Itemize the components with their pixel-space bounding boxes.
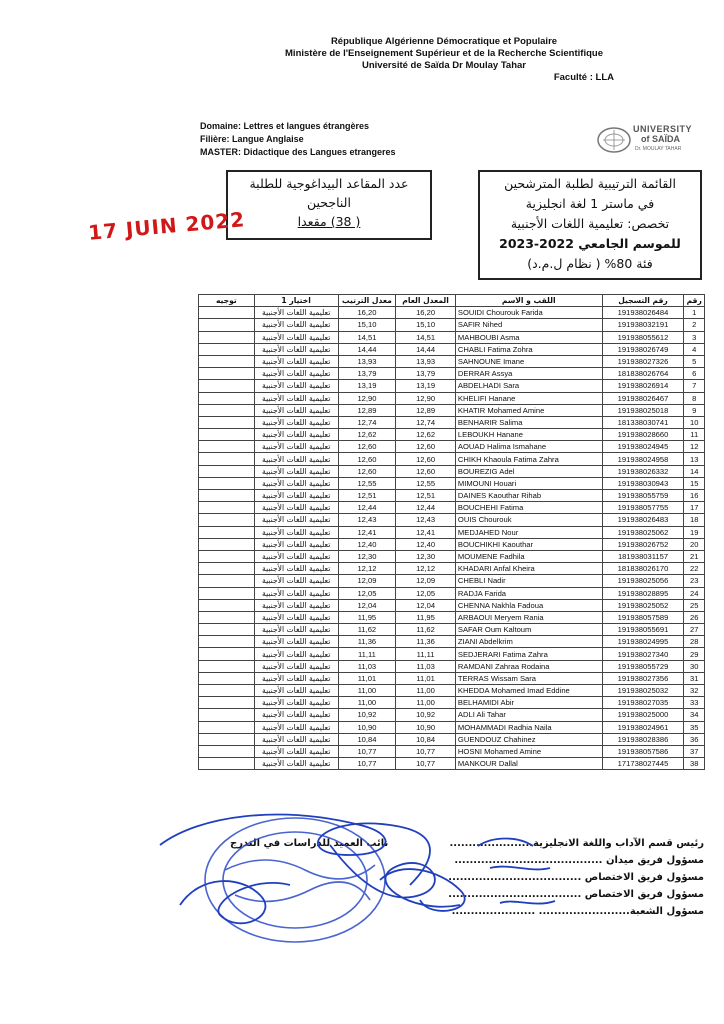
row-id: 191938057586 <box>602 745 684 757</box>
row-choice: تعليمية اللغات الأجنبية <box>254 575 338 587</box>
row-choice: تعليمية اللغات الأجنبية <box>254 343 338 355</box>
filiere-line: Filière: Langue Anglaise <box>200 134 304 144</box>
row-choice: تعليمية اللغات الأجنبية <box>254 465 338 477</box>
sig-line-5: مسؤول الشعبة........................ ...................... <box>451 906 704 917</box>
col-choice: اختيار 1 <box>254 295 338 307</box>
row-avg: 10,84 <box>396 733 456 745</box>
university-line: Université de Saïda Dr Moulay Tahar <box>361 60 526 71</box>
row-choice: تعليمية اللغات الأجنبية <box>254 611 338 623</box>
row-rankavg: 12,60 <box>338 441 396 453</box>
official-stamp-icon <box>205 818 385 942</box>
row-name: KHATIR Mohamed Amine <box>455 404 602 416</box>
row-rankavg: 12,60 <box>338 453 396 465</box>
row-rank: 32 <box>684 685 705 697</box>
row-id: 191938025052 <box>602 599 684 611</box>
row-choice: تعليمية اللغات الأجنبية <box>254 709 338 721</box>
row-rank: 34 <box>684 709 705 721</box>
row-choice: تعليمية اللغات الأجنبية <box>254 355 338 367</box>
row-rankavg: 11,11 <box>338 648 396 660</box>
handwritten-signature-icon <box>160 815 555 924</box>
col-name: اللقب و الاسم <box>455 295 602 307</box>
row-choice: تعليمية اللغات الأجنبية <box>254 697 338 709</box>
row-rank: 13 <box>684 453 705 465</box>
row-rankavg: 11,00 <box>338 685 396 697</box>
row-rankavg: 11,01 <box>338 672 396 684</box>
row-choice: تعليمية اللغات الأجنبية <box>254 550 338 562</box>
row-choice: تعليمية اللغات الأجنبية <box>254 587 338 599</box>
row-choice: تعليمية اللغات الأجنبية <box>254 319 338 331</box>
row-name: SAFIR Nihed <box>455 319 602 331</box>
row-name: CHABLI Fatima Zohra <box>455 343 602 355</box>
row-rankavg: 16,20 <box>338 307 396 319</box>
col-orientation: توجيه <box>199 295 255 307</box>
row-choice: تعليمية اللغات الأجنبية <box>254 392 338 404</box>
faculty-line: Faculté : LLA <box>553 72 614 83</box>
row-avg: 16,20 <box>396 307 456 319</box>
row-avg: 12,51 <box>396 490 456 502</box>
row-rank: 10 <box>684 416 705 428</box>
row-rankavg: 12,44 <box>338 502 396 514</box>
row-rankavg: 12,90 <box>338 392 396 404</box>
row-rank: 6 <box>684 368 705 380</box>
row-avg: 11,62 <box>396 624 456 636</box>
row-choice: تعليمية اللغات الأجنبية <box>254 599 338 611</box>
date-stamp: 17 JUIN 2022 <box>87 207 247 245</box>
row-rank: 27 <box>684 624 705 636</box>
row-avg: 11,00 <box>396 685 456 697</box>
row-name: KHELIFI Hanane <box>455 392 602 404</box>
row-rankavg: 10,84 <box>338 733 396 745</box>
row-rank: 15 <box>684 477 705 489</box>
row-rankavg: 12,60 <box>338 465 396 477</box>
row-id: 191938032191 <box>602 319 684 331</box>
row-avg: 15,10 <box>396 319 456 331</box>
row-rank: 1 <box>684 307 705 319</box>
row-choice: تعليمية اللغات الأجنبية <box>254 380 338 392</box>
row-choice: تعليمية اللغات الأجنبية <box>254 758 338 770</box>
row-avg: 14,44 <box>396 343 456 355</box>
row-rankavg: 12,41 <box>338 526 396 538</box>
row-rank: 4 <box>684 343 705 355</box>
row-name: AOUAD Halima Ismahane <box>455 441 602 453</box>
row-choice: تعليمية اللغات الأجنبية <box>254 368 338 380</box>
vice-dean-label: نائب العميد للدراسات في التدرج <box>230 838 389 849</box>
row-id: 191938025062 <box>602 526 684 538</box>
row-id: 171738027445 <box>602 758 684 770</box>
title-line-1: القائمة الترتيبية لطلبة المترشحين <box>504 176 676 191</box>
row-name: RAMDANI Zahraa Rodaina <box>455 660 602 672</box>
row-id: 191938026752 <box>602 538 684 550</box>
row-rankavg: 14,51 <box>338 331 396 343</box>
row-id: 191938026484 <box>602 307 684 319</box>
row-rankavg: 12,40 <box>338 538 396 550</box>
row-avg: 11,36 <box>396 636 456 648</box>
title-line-2: في ماستر 1 لغة انجليزية <box>525 196 655 211</box>
row-rank: 38 <box>684 758 705 770</box>
row-avg: 12,40 <box>396 538 456 550</box>
row-id: 191938025032 <box>602 685 684 697</box>
row-id: 191938027356 <box>602 672 684 684</box>
row-choice: تعليمية اللغات الأجنبية <box>254 429 338 441</box>
row-avg: 12,12 <box>396 563 456 575</box>
row-rankavg: 12,89 <box>338 404 396 416</box>
row-rank: 5 <box>684 355 705 367</box>
row-rankavg: 10,90 <box>338 721 396 733</box>
sig-line-3: مسؤول فريق الاختصاص ................................... <box>448 872 704 883</box>
row-name: KHADARI Anfal Kheira <box>455 563 602 575</box>
row-rankavg: 15,10 <box>338 319 396 331</box>
row-id: 191938026467 <box>602 392 684 404</box>
logo-text-2: of SAÏDA <box>641 134 680 144</box>
row-rank: 12 <box>684 441 705 453</box>
row-name: CHENNA Nakhla Fadoua <box>455 599 602 611</box>
row-choice: تعليمية اللغات الأجنبية <box>254 685 338 697</box>
row-avg: 12,89 <box>396 404 456 416</box>
row-avg: 13,79 <box>396 368 456 380</box>
row-rank: 35 <box>684 721 705 733</box>
row-rank: 26 <box>684 611 705 623</box>
row-name: GUENDOUZ Chahinez <box>455 733 602 745</box>
row-avg: 11,01 <box>396 672 456 684</box>
row-name: MAHBOUBI Asma <box>455 331 602 343</box>
row-avg: 12,05 <box>396 587 456 599</box>
row-avg: 10,77 <box>396 745 456 757</box>
row-rankavg: 11,36 <box>338 636 396 648</box>
row-name: BELHAMIDI Abir <box>455 697 602 709</box>
row-choice: تعليمية اللغات الأجنبية <box>254 538 338 550</box>
row-rankavg: 11,95 <box>338 611 396 623</box>
row-rank: 36 <box>684 733 705 745</box>
row-id: 191938028895 <box>602 587 684 599</box>
logo-text-3: Dr. MOULAY TAHAR <box>635 146 682 152</box>
row-rankavg: 13,93 <box>338 355 396 367</box>
row-rankavg: 12,30 <box>338 550 396 562</box>
row-choice: تعليمية اللغات الأجنبية <box>254 404 338 416</box>
row-avg: 12,90 <box>396 392 456 404</box>
row-choice: تعليمية اللغات الأجنبية <box>254 672 338 684</box>
row-name: MIMOUNI Houari <box>455 477 602 489</box>
row-id: 191938055729 <box>602 660 684 672</box>
row-rankavg: 10,77 <box>338 758 396 770</box>
col-id: رقم التسجيل <box>602 295 684 307</box>
row-rank: 2 <box>684 319 705 331</box>
row-choice: تعليمية اللغات الأجنبية <box>254 648 338 660</box>
row-name: BOUCHEHI Fatima <box>455 502 602 514</box>
row-rankavg: 10,77 <box>338 745 396 757</box>
title-line-3: تخصص: تعليمية اللغات الأجنبية <box>510 216 670 231</box>
row-rank: 9 <box>684 404 705 416</box>
row-avg: 12,09 <box>396 575 456 587</box>
row-id: 191938024945 <box>602 441 684 453</box>
row-id: 191938027326 <box>602 355 684 367</box>
row-name: BOUREZIG Adel <box>455 465 602 477</box>
row-rank: 18 <box>684 514 705 526</box>
row-choice: تعليمية اللغات الأجنبية <box>254 331 338 343</box>
row-id: 191938025056 <box>602 575 684 587</box>
row-rankavg: 10,92 <box>338 709 396 721</box>
row-name: SAHNOUNE Imane <box>455 355 602 367</box>
row-id: 191938057755 <box>602 502 684 514</box>
row-rank: 19 <box>684 526 705 538</box>
row-rankavg: 12,04 <box>338 599 396 611</box>
row-id: 191938025018 <box>602 404 684 416</box>
row-rank: 30 <box>684 660 705 672</box>
row-rank: 3 <box>684 331 705 343</box>
row-rank: 14 <box>684 465 705 477</box>
row-choice: تعليمية اللغات الأجنبية <box>254 721 338 733</box>
row-name: BENHARIR Salima <box>455 416 602 428</box>
title-line-5: فئة 80% ( نظام ل.م.د) <box>527 256 653 271</box>
row-choice: تعليمية اللغات الأجنبية <box>254 453 338 465</box>
row-id: 181938031157 <box>602 550 684 562</box>
row-name: CHIKH Khaoula Fatima Zahra <box>455 453 602 465</box>
row-id: 191938026749 <box>602 343 684 355</box>
domain-line: Domaine: Lettres et langues étrangères <box>200 121 370 131</box>
row-avg: 13,93 <box>396 355 456 367</box>
row-name: HOSNI Mohamed Amine <box>455 745 602 757</box>
row-rank: 16 <box>684 490 705 502</box>
row-rank: 29 <box>684 648 705 660</box>
row-id: 191938025000 <box>602 709 684 721</box>
row-choice: تعليمية اللغات الأجنبية <box>254 490 338 502</box>
row-rank: 8 <box>684 392 705 404</box>
row-id: 191938057589 <box>602 611 684 623</box>
sig-line-4: مسؤول فريق الاختصاص ................................... <box>448 889 704 900</box>
row-name: MOUMENE Fadhila <box>455 550 602 562</box>
sig-line-2: مسؤول فريق ميدان ....................................... <box>454 855 704 866</box>
row-name: BOUCHIKHI Kaouthar <box>455 538 602 550</box>
row-name: SOUIDI Chourouk Farida <box>455 307 602 319</box>
row-choice: تعليمية اللغات الأجنبية <box>254 514 338 526</box>
row-name: SAFAR Oum Kaltoum <box>455 624 602 636</box>
row-rankavg: 13,79 <box>338 368 396 380</box>
row-id: 191938055759 <box>602 490 684 502</box>
row-rank: 7 <box>684 380 705 392</box>
row-name: DAINES Kaouthar Rihab <box>455 490 602 502</box>
row-rank: 28 <box>684 636 705 648</box>
row-id: 191938024995 <box>602 636 684 648</box>
row-id: 181838026764 <box>602 368 684 380</box>
master-line: MASTER: Didactique des Langues etrangeres <box>200 147 396 157</box>
row-rank: 17 <box>684 502 705 514</box>
row-rank: 11 <box>684 429 705 441</box>
col-avg: المعدل العام <box>396 295 456 307</box>
row-choice: تعليمية اللغات الأجنبية <box>254 307 338 319</box>
row-avg: 12,55 <box>396 477 456 489</box>
row-id: 191938055691 <box>602 624 684 636</box>
row-avg: 11,11 <box>396 648 456 660</box>
row-choice: تعليمية اللغات الأجنبية <box>254 416 338 428</box>
row-id: 191938026483 <box>602 514 684 526</box>
row-avg: 12,30 <box>396 550 456 562</box>
row-name: TERRAS Wissam Sara <box>455 672 602 684</box>
row-avg: 12,41 <box>396 526 456 538</box>
row-choice: تعليمية اللغات الأجنبية <box>254 477 338 489</box>
row-name: ABDELHADI Sara <box>455 380 602 392</box>
row-name: OUIS Chourouk <box>455 514 602 526</box>
row-name: SEDJERARI Fatima Zahra <box>455 648 602 660</box>
row-id: 181838026170 <box>602 563 684 575</box>
row-avg: 12,62 <box>396 429 456 441</box>
row-id: 191938027035 <box>602 697 684 709</box>
row-avg: 10,77 <box>396 758 456 770</box>
ministry-line: Ministère de l'Enseignement Supérieur et de la Recherche Scientifique <box>285 48 603 59</box>
row-rankavg: 13,19 <box>338 380 396 392</box>
row-avg: 11,00 <box>396 697 456 709</box>
row-name: MANKOUR Dallal <box>455 758 602 770</box>
row-rankavg: 12,55 <box>338 477 396 489</box>
row-rank: 22 <box>684 563 705 575</box>
col-rank: رقم <box>684 295 705 307</box>
row-id: 191938026914 <box>602 380 684 392</box>
row-rank: 37 <box>684 745 705 757</box>
row-avg: 10,92 <box>396 709 456 721</box>
row-name: MEDJAHED Nour <box>455 526 602 538</box>
row-avg: 13,19 <box>396 380 456 392</box>
row-id: 191938027340 <box>602 648 684 660</box>
row-name: LEBOUKH Hanane <box>455 429 602 441</box>
row-avg: 12,60 <box>396 441 456 453</box>
row-id: 191938024961 <box>602 721 684 733</box>
row-id: 191938028386 <box>602 733 684 745</box>
row-rankavg: 12,05 <box>338 587 396 599</box>
row-rank: 31 <box>684 672 705 684</box>
row-id: 191938030943 <box>602 477 684 489</box>
seats-line-1: عدد المقاعد البيداغوجية للطلبة <box>249 176 409 191</box>
row-avg: 14,51 <box>396 331 456 343</box>
row-id: 181338030741 <box>602 416 684 428</box>
row-rankavg: 12,12 <box>338 563 396 575</box>
row-avg: 12,44 <box>396 502 456 514</box>
row-rank: 20 <box>684 538 705 550</box>
row-id: 191938028660 <box>602 429 684 441</box>
row-rankavg: 12,43 <box>338 514 396 526</box>
row-rank: 23 <box>684 575 705 587</box>
title-line-4: للموسم الجامعي 2022-2023 <box>499 236 681 251</box>
row-rankavg: 12,51 <box>338 490 396 502</box>
row-avg: 11,03 <box>396 660 456 672</box>
row-rank: 24 <box>684 587 705 599</box>
row-avg: 11,95 <box>396 611 456 623</box>
row-avg: 12,43 <box>396 514 456 526</box>
row-choice: تعليمية اللغات الأجنبية <box>254 660 338 672</box>
row-rankavg: 12,74 <box>338 416 396 428</box>
row-avg: 12,04 <box>396 599 456 611</box>
row-name: ARBAOUI Meryem Rania <box>455 611 602 623</box>
row-choice: تعليمية اللغات الأجنبية <box>254 502 338 514</box>
row-rankavg: 11,00 <box>338 697 396 709</box>
row-name: KHEDDA Mohamed Imad Eddine <box>455 685 602 697</box>
logo-text-1: UNIVERSITY <box>633 124 693 134</box>
row-name: ADLI Ali Tahar <box>455 709 602 721</box>
row-choice: تعليمية اللغات الأجنبية <box>254 441 338 453</box>
row-choice: تعليمية اللغات الأجنبية <box>254 563 338 575</box>
row-rankavg: 12,62 <box>338 429 396 441</box>
row-name: DERRAR Assya <box>455 368 602 380</box>
row-choice: تعليمية اللغات الأجنبية <box>254 733 338 745</box>
row-name: CHEBLI Nadir <box>455 575 602 587</box>
row-name: MOHAMMADI Radhia Naila <box>455 721 602 733</box>
row-id: 191938024958 <box>602 453 684 465</box>
row-avg: 12,60 <box>396 453 456 465</box>
row-rank: 25 <box>684 599 705 611</box>
row-id: 191938026332 <box>602 465 684 477</box>
row-avg: 12,60 <box>396 465 456 477</box>
seats-line-2: الناجحين <box>307 195 351 210</box>
row-choice: تعليمية اللغات الأجنبية <box>254 636 338 648</box>
row-rankavg: 12,09 <box>338 575 396 587</box>
row-rankavg: 11,03 <box>338 660 396 672</box>
row-avg: 12,74 <box>396 416 456 428</box>
row-avg: 10,90 <box>396 721 456 733</box>
row-rankavg: 14,44 <box>338 343 396 355</box>
row-name: ZIANI Abdelkrim <box>455 636 602 648</box>
sig-line-1: رئيس قسم الآداب واللغة الانجليزية...................... <box>449 838 704 849</box>
row-choice: تعليمية اللغات الأجنبية <box>254 624 338 636</box>
row-choice: تعليمية اللغات الأجنبية <box>254 745 338 757</box>
seats-line-3: ( 38) مقعدا <box>297 214 361 229</box>
row-rank: 33 <box>684 697 705 709</box>
republic-line: République Algérienne Démocratique et Populaire <box>330 36 558 47</box>
row-rank: 21 <box>684 550 705 562</box>
col-rankavg: معدل الترتيب <box>338 295 396 307</box>
row-rankavg: 11,62 <box>338 624 396 636</box>
row-choice: تعليمية اللغات الأجنبية <box>254 526 338 538</box>
row-name: RADJA Farida <box>455 587 602 599</box>
row-id: 191938055612 <box>602 331 684 343</box>
